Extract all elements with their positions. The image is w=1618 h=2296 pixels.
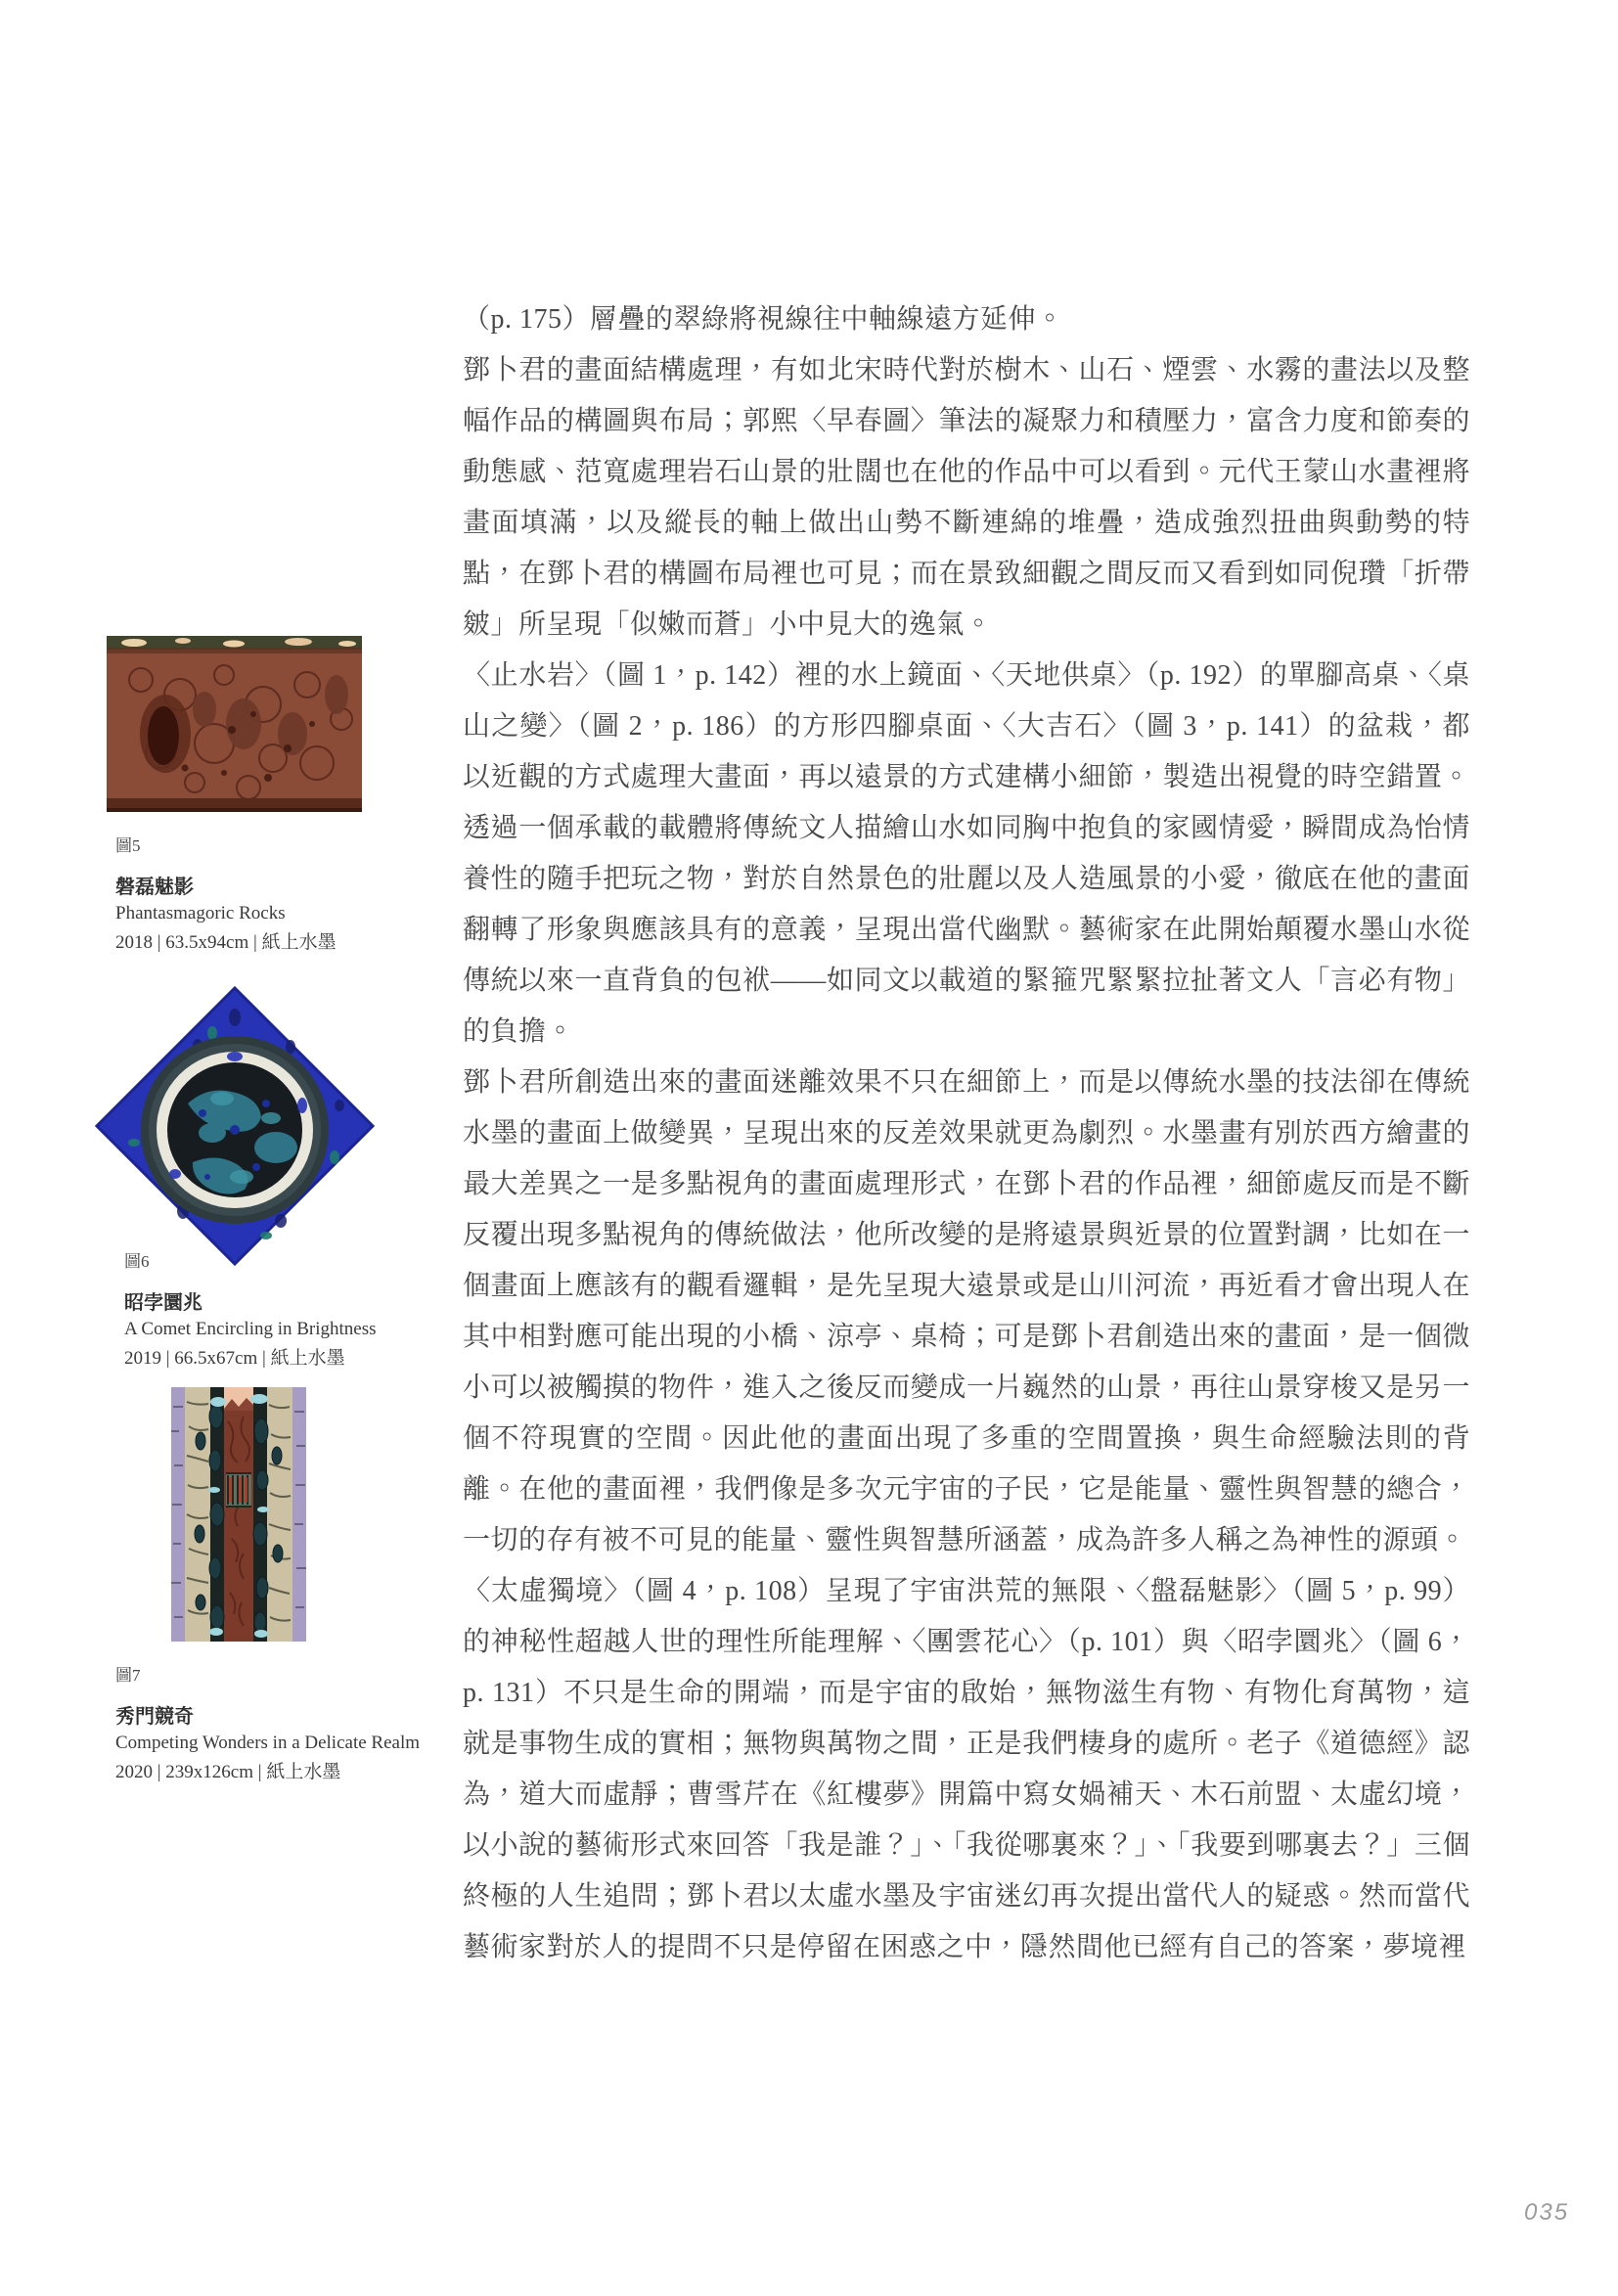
figure-6-label: 圖6 <box>124 1252 150 1271</box>
figure-7-details: 2020 | 239x126cm | 紙上水墨 <box>115 1762 341 1782</box>
figure-7-title-zh: 秀門競奇 <box>115 1706 194 1728</box>
figure-5-title-en: Phantasmagoric Rocks <box>115 903 286 923</box>
intro-line: （p. 175）層疊的翠綠將視線往中軸線遠方延伸。 <box>463 304 1064 335</box>
artwork-competing-wonders-image <box>171 1387 306 1642</box>
figure-6-title-en: A Comet Encircling in Brightness <box>124 1319 377 1339</box>
figure-5-caption <box>115 832 400 954</box>
figure-6-caption <box>124 1247 377 1370</box>
figure-6-details: 2019 | 66.5x67cm | 紙上水墨 <box>124 1348 345 1369</box>
figure-7-caption <box>115 1661 448 1783</box>
figure-5-label: 圖5 <box>115 836 141 855</box>
figure-5-details: 2018 | 63.5x94cm | 紙上水墨 <box>115 932 337 953</box>
paragraph-4: 〈太虛獨境〉（圖 4，p. 108）呈現了宇宙洪荒的無限、〈盤磊魅影〉（圖 5，p. 99）的神秘性超越人世的理性所能理解、〈團雲花心〉（p. 101）與〈昭孛圜兆〉（圖 6，p. 131）不只是生命的開端，而是宇宙的啟始，無物滋生有物、有物化育萬物，這就是事物生成的實相；無物與萬物之間，正是我們棲身的處所。老子《道德經》認為，道大而虛靜；曹雪芹在《紅樓夢》開篇中寫女媧補天、木石前盟、太虛幻境，以小說的藝術形式來回答「我是誰？」、「我從哪裏來？」、「我要到哪裏去？」三個終極的人生追問；鄧卜君以太虛水墨及宇宙迷幻再次提出當代人的疑惑。然而當代藝術家對於人的提問不只是停留在困惑之中，隱然間他已經有自己的答案，夢境裡 <box>463 1576 1470 1962</box>
figure-5-title-zh: 磐磊魅影 <box>115 877 194 898</box>
figure-5 <box>107 636 400 954</box>
page-number: 035 <box>1524 2199 1570 2226</box>
article-text <box>463 294 1470 1973</box>
paragraph-1: 鄧卜君的畫面結構處理，有如北宋時代對於樹木、山石、煙雲、水霧的畫法以及整幅作品的構圖與布局；郭熙〈早春圖〉筆法的凝聚力和積壓力，富含力度和節奏的動態感、范寬處理岩石山景的壯闊也在他的作品中可以看到。元代王蒙山水畫裡將畫面填滿，以及縱長的軸上做出山勢不斷連綿的堆疊，造成強烈扭曲與動勢的特點，在鄧卜君的構圖布局裡也可見；而在景致細觀之間反而又看到如同倪瓚「折帶皴」所呈現「似嫩而蒼」小中見大的逸氣。 <box>463 355 1470 640</box>
paragraph-3: 鄧卜君所創造出來的畫面迷離效果不只在細節上，而是以傳統水墨的技法卻在傳統水墨的畫面上做變異，呈現出來的反差效果就更為劇烈。水墨畫有別於西方繪畫的最大差異之一是多點視角的畫面處理形式，在鄧卜君的作品裡，細節處反而是不斷反覆出現多點視角的傳統做法，他所改變的是將遠景與近景的位置對調，比如在一個畫面上應該有的觀看邏輯，是先呈現大遠景或是山川河流，再近看才會出現人在其中相對應可能出現的小橋、涼亭、桌椅；可是鄧卜君創造出來的畫面，是一個微小可以被觸摸的物件，進入之後反而變成一片巍然的山景，再往山景穿梭又是另一個不符現實的空間。因此他的畫面出現了多重的空間置換，與生命經驗法則的背離。在他的畫面裡，我們像是多次元宇宙的子民，它是能量、靈性與智慧的總合，一切的存有被不可見的能量、靈性與智慧所涵蓋，成為許多人稱之為神性的源頭。 <box>463 1067 1470 1555</box>
artwork-phantasmagoric-rocks-image <box>107 636 362 812</box>
figure-7 <box>115 1387 448 1783</box>
figure-7-title-en: Competing Wonders in a Delicate Realm <box>115 1733 421 1753</box>
figure-6-title-zh: 昭孛圜兆 <box>124 1292 202 1314</box>
figure-7-label: 圖7 <box>115 1666 141 1685</box>
artwork-comet-encircling-image <box>95 986 375 1266</box>
paragraph-2: 〈止水岩〉（圖 1，p. 142）裡的水上鏡面、〈天地供桌〉（p. 192）的單腳高桌、〈桌山之變〉（圖 2，p. 186）的方形四腳桌面、〈大吉石〉（圖 3，p. 141）的盆栽，都以近觀的方式處理大畫面，再以遠景的方式建構小細節，製造出視覺的時空錯置。透過一個承載的載體將傳統文人描繪山水如同胸中抱負的家國情愛，瞬間成為怡情養性的隨手把玩之物，對於自然景色的壯麗以及人造風景的小愛，徹底在他的畫面翻轉了形象與應該具有的意義，呈現出當代幽默。藝術家在此開始顛覆水墨山水從傳統以來一直背負的包袱——如同文以載道的緊箍咒緊緊拉扯著文人「言必有物」的負擔。 <box>463 660 1470 1047</box>
